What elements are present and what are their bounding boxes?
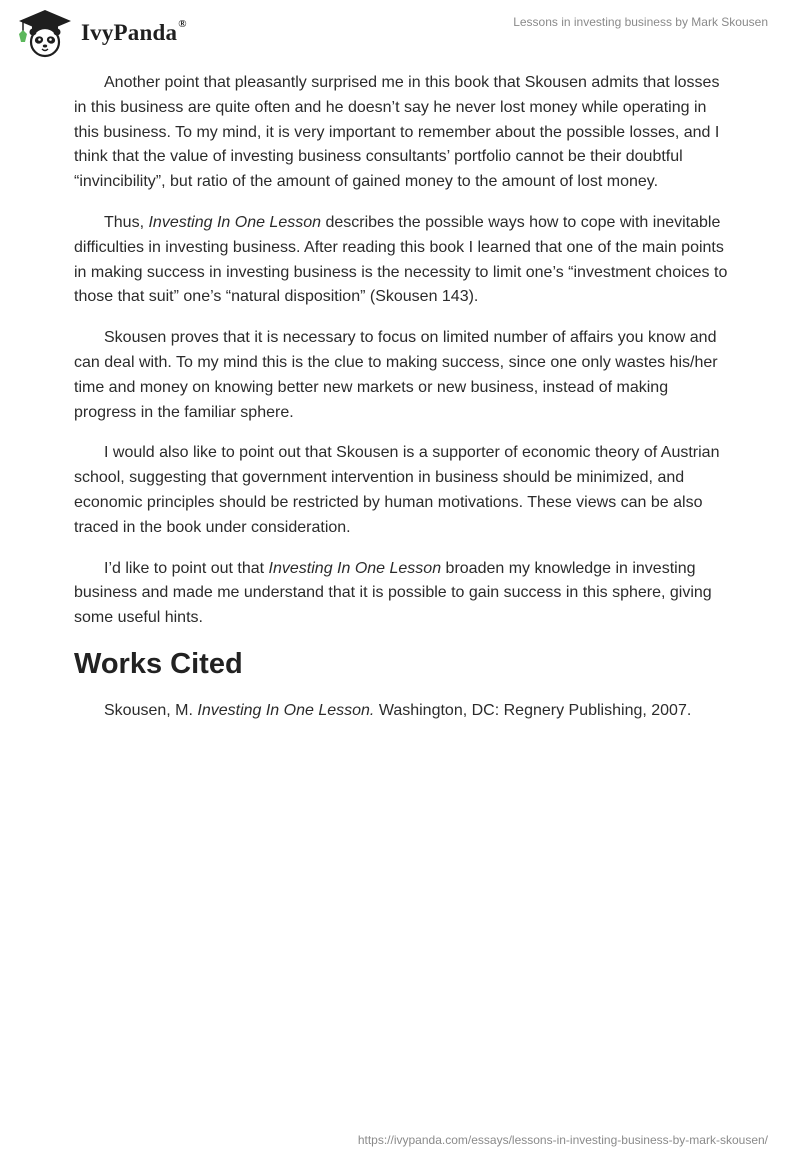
paragraph-conclusion: I’d like to point out that Investing In One Lesson broaden my knowledge in investing business and made me understand that it is possible to gain success in this sphere, giving some useful hints. xyxy=(74,559,712,627)
paragraph-focus: Skousen proves that it is necessary to focus on limited number of affairs you know and can deal with. To my mind this is the clue to making success, since one only wastes his/her time and money on knowing better new markets or new business, instead of making progress in the familiar sphere. xyxy=(74,329,718,421)
book-title: Investing In One Lesson xyxy=(268,559,442,577)
page-header xyxy=(0,0,800,60)
citation-entry: Skousen, M. Investing In One Lesson. Washington, DC: Regnery Publishing, 2007. xyxy=(104,701,692,719)
source-url[interactable]: https://ivypanda.com/essays/lessons-in-investing-business-by-mark-skousen/ xyxy=(357,1133,768,1147)
cited-book-title: Investing In One Lesson. xyxy=(197,701,375,719)
ivypanda-logo[interactable] xyxy=(15,8,187,58)
paragraph-austrian-school: I would also like to point out that Skousen is a supporter of economic theory of Austrian school, suggesting that government intervention in business should be minimized, and economic principles should be restricted by human motivations. These views can be also traced in the book under consideration. xyxy=(74,444,720,536)
panda-graduate-icon xyxy=(15,8,75,58)
essay-content xyxy=(74,71,734,724)
paragraph-losses: Another point that pleasantly surprised me in this book that Skousen admits that losses in this business are quite often and he doesn’t say he never lost money while operating in this business. To my mind, it is very important to remember about the possible losses, and I think that the value of investing business consultants’ portfolio cannot be their doubtful “invincibility”, but ratio of the amount of gained money to the amount of lost money. xyxy=(74,74,720,191)
registered-mark: ® xyxy=(178,18,187,30)
works-cited-heading: Works Cited xyxy=(74,647,243,680)
paragraph-difficulties: Thus, Investing In One Lesson describes the possible ways how to cope with inevitable difficulties in investing business. After reading this book I learned that one of the main points in making success in investing business is the necessity to limit one’s “investment choices to those that suit” one’s “natural disposition” (Skousen 143). xyxy=(74,213,728,306)
book-title: Investing In One Lesson xyxy=(148,213,322,231)
brand-name: IvyPanda® xyxy=(81,18,187,45)
document-title: Lessons in investing business by Mark Skousen xyxy=(513,15,768,29)
